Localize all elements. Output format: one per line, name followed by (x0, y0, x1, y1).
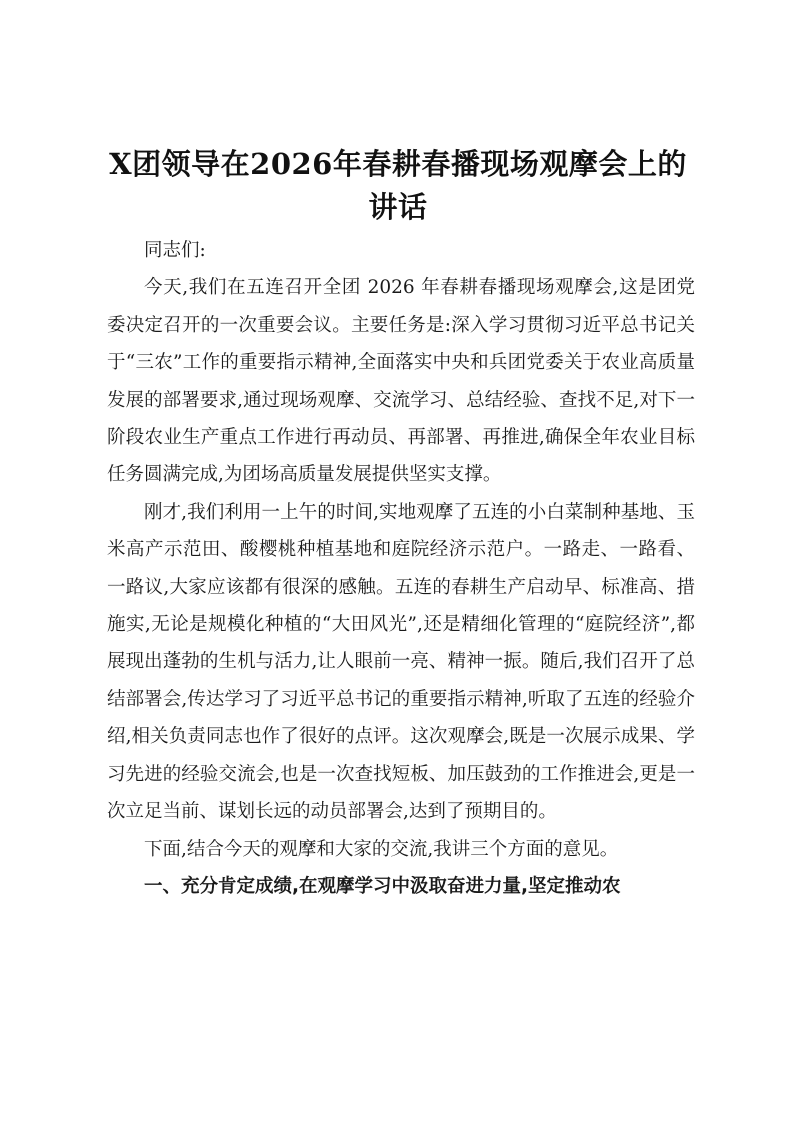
salutation: 同志们: (144, 240, 206, 261)
document-title: X团领导在2026年春耕春播现场观摩会上的讲话 (109, 147, 687, 224)
paragraph-transition: 下面,结合今天的观摩和大家的交流,我讲三个方面的意见。 (144, 838, 619, 860)
paragraph-observation: 刚才,我们利用一上午的时间,实地观摩了五连的小白菜制种基地、玉米高产示范田、酸樱桃种植基地和庭院经济示范户。一路走、一路看、一路议,大家应该都有很深的感触。五连的春耕生产启动早、标准高、措施实,无论是规模化种植的“大田风光”,还是精细化管理的“庭院经济”,都展现出蓬勃的生机与活力,让人眼前一亮、精神一振。随后,我们召开了总结部署会,传达学习了习近平总书记的重要指示精神,听取了五连的经验介绍,相关负责同志也作了很好的点评。这次观摩会,既是一次展示成果、学习先进的经验交流会,也是一次查找短板、加压鼓劲的工作推进会,更是一次立足当前、谋划长远的动员部署会,达到了预期目的。 (107, 501, 695, 823)
document-body (107, 232, 695, 905)
section-heading-one: 一、充分肯定成绩,在观摩学习中汲取奋进力量,坚定推动农 (144, 875, 621, 897)
paragraph-opening: 今天,我们在五连召开全团 2026 年春耕春播现场观摩会,这是团党委决定召开的一次重要会议。主要任务是:深入学习贯彻习近平总书记关于“三农”工作的重要指示精神,全面落实中央和兵团党委关于农业高质量发展的部署要求,通过现场观摩、交流学习、总结经验、查找不足,对下一阶段农业生产重点工作进行再动员、再部署、再推进,确保全年农业目标任务圆满完成,为团场高质量发展提供坚实支撑。 (107, 277, 695, 486)
